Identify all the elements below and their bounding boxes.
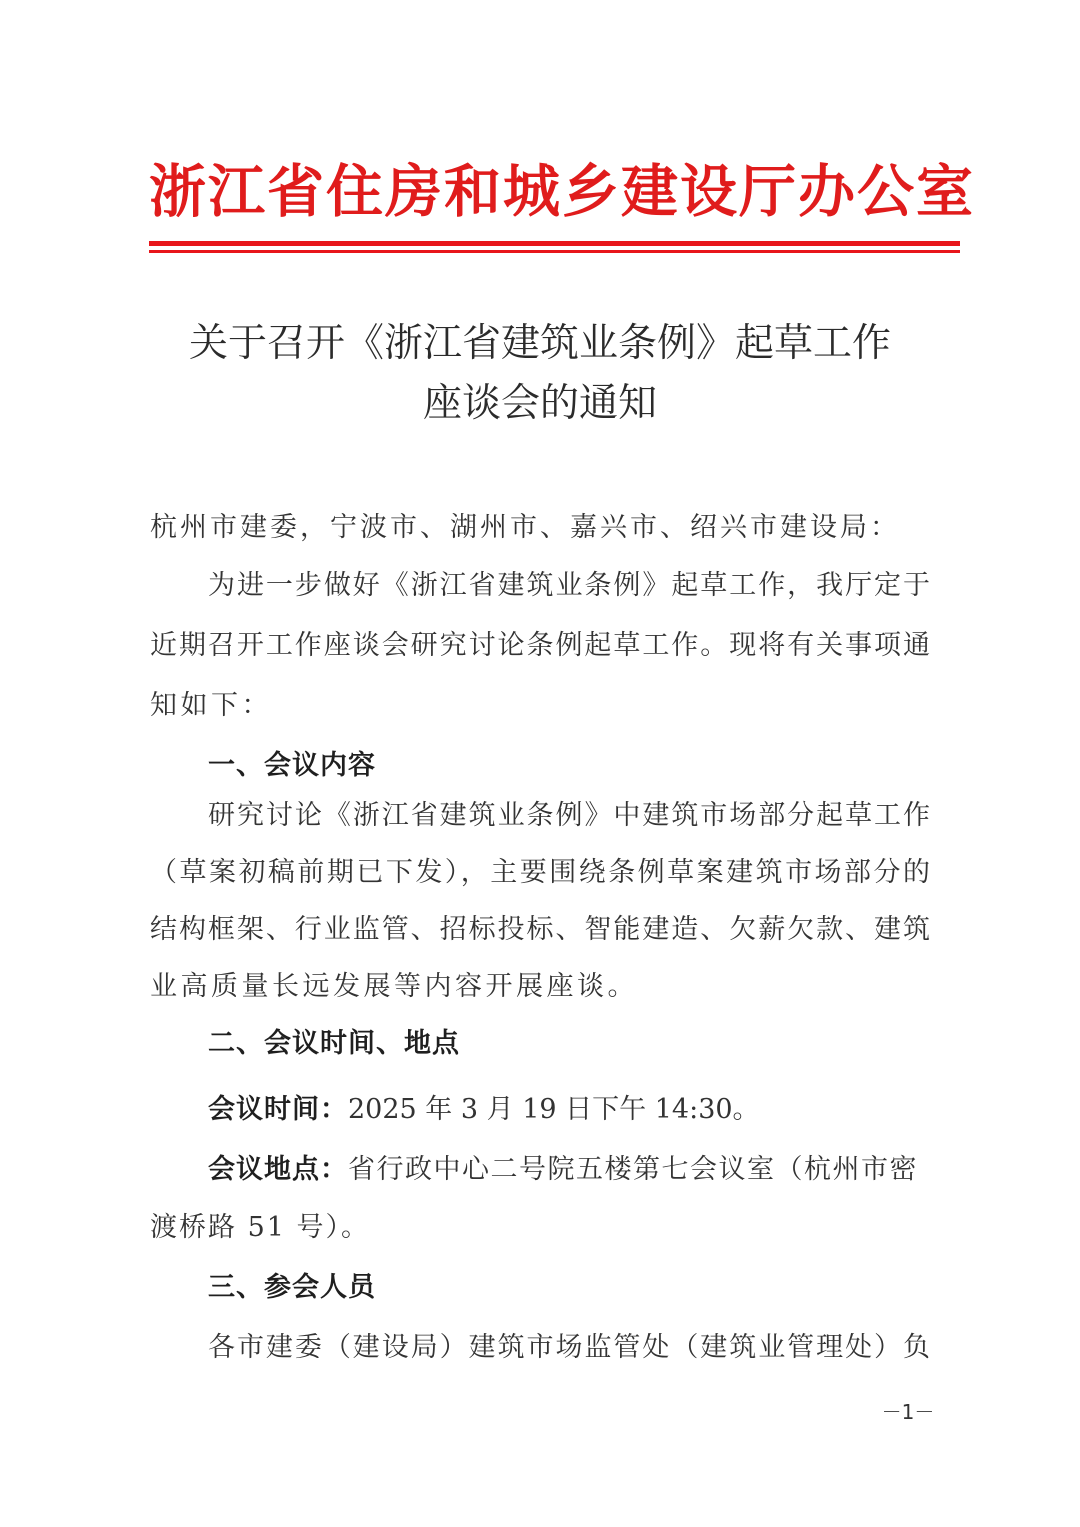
section-1-line-3: 结构框架、行业监管、招标投标、智能建造、欠薪欠款、建筑 — [150, 914, 930, 945]
meeting-place-label: 会议地点： — [208, 1154, 348, 1185]
page-number: －1－ — [881, 1400, 935, 1424]
meeting-place-line-2: 渡桥路 51 号）。 — [150, 1212, 371, 1243]
section-1-line-1: 研究讨论《浙江省建筑业条例》中建筑市场部分起草工作 — [208, 800, 930, 831]
red-rule-thick — [149, 241, 960, 246]
section-1-heading: 一、会议内容 — [208, 750, 376, 781]
intro-line-3: 知如下： — [150, 690, 272, 721]
section-1-line-2: （草案初稿前期已下发），主要围绕条例草案建筑市场部分的 — [150, 857, 930, 888]
document-title-line-1: 关于召开《浙江省建筑业条例》起草工作 — [188, 321, 891, 366]
meeting-place — [208, 1150, 930, 1190]
meeting-time — [208, 1090, 930, 1130]
intro-line-2: 近期召开工作座谈会研究讨论条例起草工作。现将有关事项通 — [150, 630, 930, 661]
red-rule-thin — [149, 250, 960, 253]
section-1-line-4: 业高质量长远发展等内容开展座谈。 — [150, 971, 638, 1002]
meeting-time-value: 2025 年 3 月 19 日下午 14:30。 — [348, 1094, 760, 1125]
document-title-line-2: 座谈会的通知 — [422, 381, 657, 426]
meeting-place-value: 省行政中心二号院五楼第七会议室（杭州市密 — [348, 1154, 918, 1185]
section-3-heading: 三、参会人员 — [208, 1272, 376, 1303]
section-3-line-1: 各市建委（建设局）建筑市场监管处（建筑业管理处）负 — [208, 1332, 930, 1363]
meeting-time-label: 会议时间： — [208, 1094, 348, 1125]
issuing-office-header: 浙江省住房和城乡建设厅办公室 — [149, 159, 975, 225]
section-2-heading: 二、会议时间、地点 — [208, 1028, 460, 1059]
intro-line-1: 为进一步做好《浙江省建筑业条例》起草工作，我厅定于 — [208, 570, 930, 601]
addressee: 杭州市建委，宁波市、湖州市、嘉兴市、绍兴市建设局： — [150, 512, 900, 543]
